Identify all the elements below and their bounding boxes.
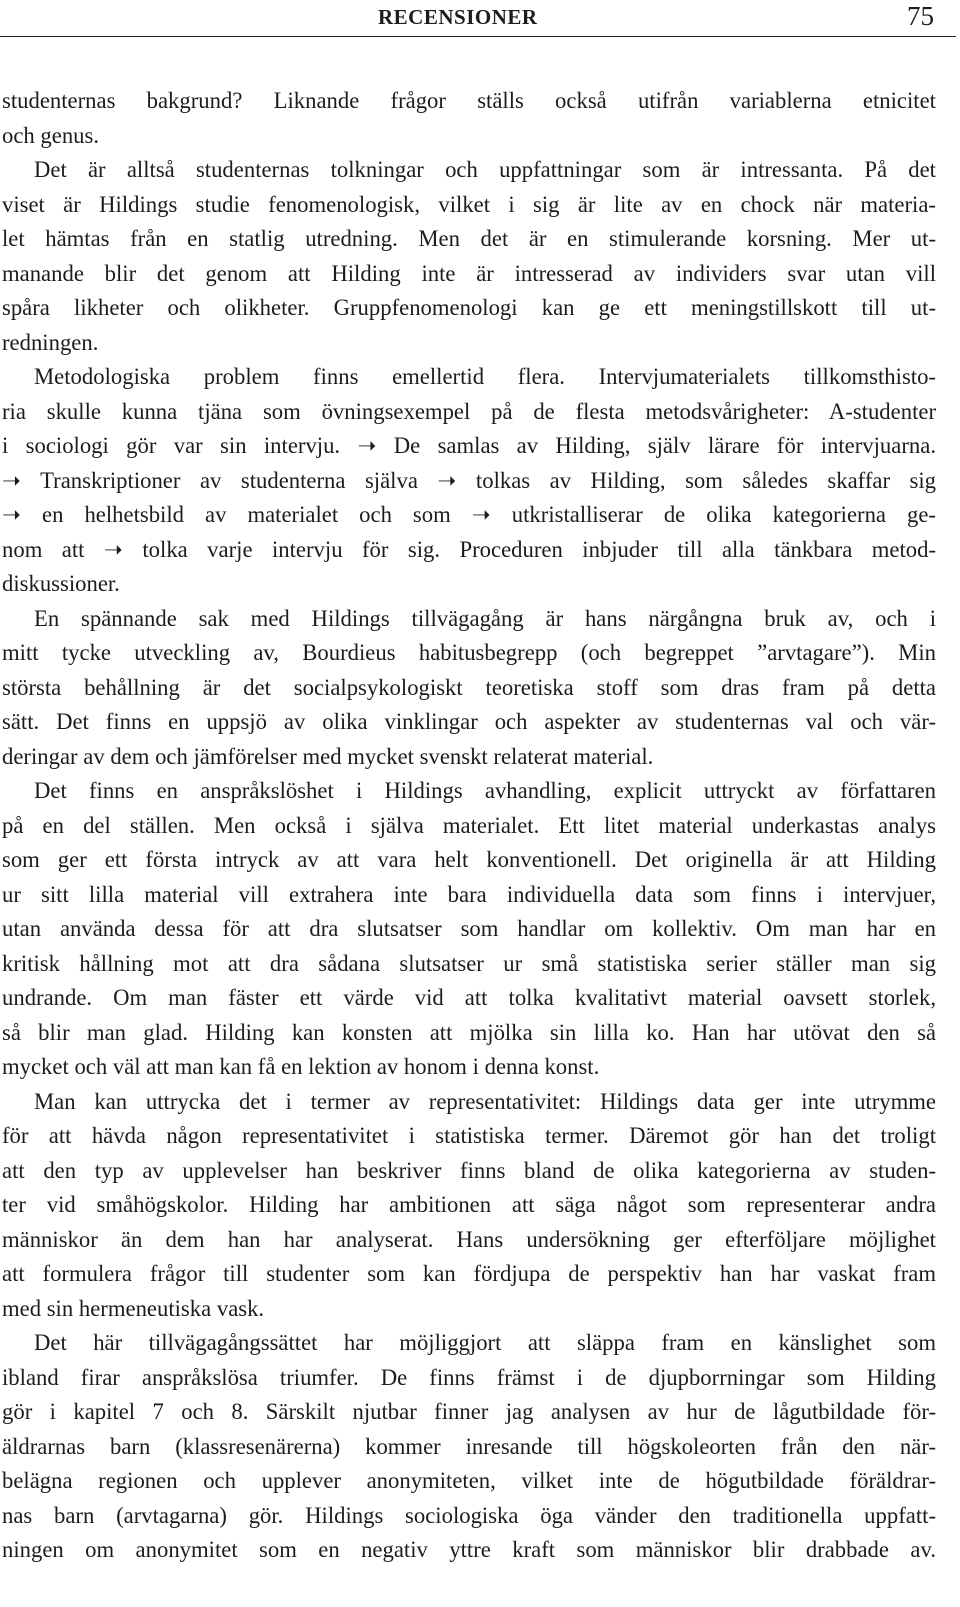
text-line: med sin hermeneutiska vask. bbox=[2, 1295, 265, 1321]
text-line: och genus. bbox=[2, 122, 100, 148]
text-line: äldrarnas barn (klassresenärerna) kommer inresande till högskoleorten från den när- bbox=[2, 1433, 936, 1459]
text-line: nas barn (arvtagarna) gör. Hildings sociologiska öga vänder den traditionella uppfatt- bbox=[2, 1502, 936, 1528]
text-line: ria skulle kunna tjäna som övningsexempel på de flesta metodsvårigheter: A-studenter bbox=[2, 398, 936, 424]
text-line: undrande. Om man fäster ett värde vid att tolka kvalitativt material oavsett storlek, bbox=[2, 985, 936, 1010]
section-title: RECENSIONER bbox=[378, 5, 538, 29]
text-line: utan använda dessa för att dra slutsatser som handlar om kollektiv. Om man har en bbox=[2, 916, 936, 941]
text-line: Det finns en anspråkslöshet i Hildings avhandling, explicit uttryckt av författaren bbox=[34, 778, 936, 803]
text-line: belägna regionen och upplever anonymiteten, vilket inte de högutbildade föräldrar- bbox=[2, 1468, 936, 1493]
text-line: Det här tillvägagångssättet har möjliggjort att släppa fram en känslighet som bbox=[34, 1330, 936, 1355]
article-body bbox=[2, 84, 936, 1568]
text-line: att den typ av upplevelser han beskriver finns bland de olika kategorierna av studen- bbox=[2, 1157, 936, 1183]
text-line: viset är Hildings studie fenomenologisk, vilket i sig är lite av en chock när materia- bbox=[2, 191, 936, 217]
text-line: En spännande sak med Hildings tillvägagång är hans närgångna bruk av, och i bbox=[34, 605, 936, 631]
text-line: ➝ Transkriptioner av studenterna själva ➝ tolkas av Hilding, som således skaffar sig bbox=[2, 467, 936, 493]
text-line: på en del ställen. Men också i själva materialet. Ett litet material underkastas analys bbox=[2, 812, 936, 838]
text-line: människor än dem han har analyserat. Hans undersökning ger efterföljare möjlighet bbox=[2, 1226, 936, 1252]
text-line: let hämtas från en statlig utredning. Men det är en stimulerande korsning. Mer ut- bbox=[2, 226, 936, 251]
text-line: redningen. bbox=[2, 329, 99, 355]
text-line: ur sitt lilla material vill extrahera inte bara individuella data som finns i intervjuer, bbox=[2, 881, 936, 907]
text-line: för att hävda någon representativitet i statistiska termer. Däremot gör han det troligt bbox=[2, 1123, 936, 1148]
text-line: ningen om anonymitet som en negativ yttre kraft som människor blir drabbade av. bbox=[2, 1537, 936, 1562]
text-line: mitt tycke utveckling av, Bourdieus habitusbegrepp (och begreppet ”arvtagare”). Min bbox=[2, 640, 936, 665]
text-line: som ger ett första intryck av att vara helt konventionell. Det originella är att Hilding bbox=[2, 847, 936, 872]
text-line: spåra likheter och olikheter. Gruppfenomenologi kan ge ett meningstillskott till ut- bbox=[2, 295, 936, 320]
text-line: Man kan uttrycka det i termer av representativitet: Hildings data ger inte utrymme bbox=[34, 1088, 936, 1114]
text-line: största behållning är det socialpsykologiskt teoretiska stoff som dras fram på detta bbox=[2, 674, 936, 700]
text-line: ibland firar anspråkslösa triumfer. De finns främst i de djupborrningar som Hilding bbox=[2, 1364, 936, 1390]
text-line: sätt. Det finns en uppsjö av olika vinklingar och aspekter av studenternas val och vär- bbox=[2, 709, 936, 734]
text-line: Det är alltså studenternas tolkningar och uppfattningar som är intressanta. På det bbox=[34, 157, 936, 182]
text-line: mycket och väl att man kan få en lektion av honom i denna konst. bbox=[2, 1054, 600, 1079]
running-head bbox=[0, 0, 956, 37]
text-line: deringar av dem och jämförelser med mycket svenskt relaterat material. bbox=[2, 743, 654, 769]
text-line: så blir man glad. Hilding kan konsten att mjölka sin lilla ko. Han har utövat den så bbox=[2, 1019, 936, 1045]
text-line: ➝ en helhetsbild av materialet och som ➝ utkristalliserar de olika kategorierna ge- bbox=[2, 502, 936, 527]
text-line: kritisk hållning mot att dra sådana slutsatser ur små statistiska serier ställer man sig bbox=[2, 950, 936, 976]
text-line: manande blir det genom att Hilding inte är intresserad av individers svar utan vill bbox=[2, 260, 936, 286]
text-line: ter vid småhögskolor. Hilding har ambitionen att säga något som representerar andra bbox=[2, 1192, 936, 1217]
text-line: Metodologiska problem finns emellertid flera. Intervjumaterialets tillkomsthisto- bbox=[34, 364, 936, 389]
text-line: att formulera frågor till studenter som kan fördjupa de perspektiv han har vaskat fram bbox=[2, 1261, 936, 1286]
text-line: studenternas bakgrund? Liknande frågor ställs också utifrån variablerna etnicitet bbox=[2, 88, 936, 113]
text-line: diskussioner. bbox=[2, 571, 120, 596]
text-line: nom att ➝ tolka varje intervju för sig. Proceduren inbjuder till alla tänkbara metod- bbox=[2, 536, 936, 562]
text-line: gör i kapitel 7 och 8. Särskilt njutbar finner jag analysen av hur de lågutbildade för- bbox=[2, 1399, 936, 1424]
page-number: 75 bbox=[907, 1, 934, 31]
text-line: i sociologi gör var sin intervju. ➝ De samlas av Hilding, själv lärare för intervjuarna. bbox=[2, 433, 936, 458]
